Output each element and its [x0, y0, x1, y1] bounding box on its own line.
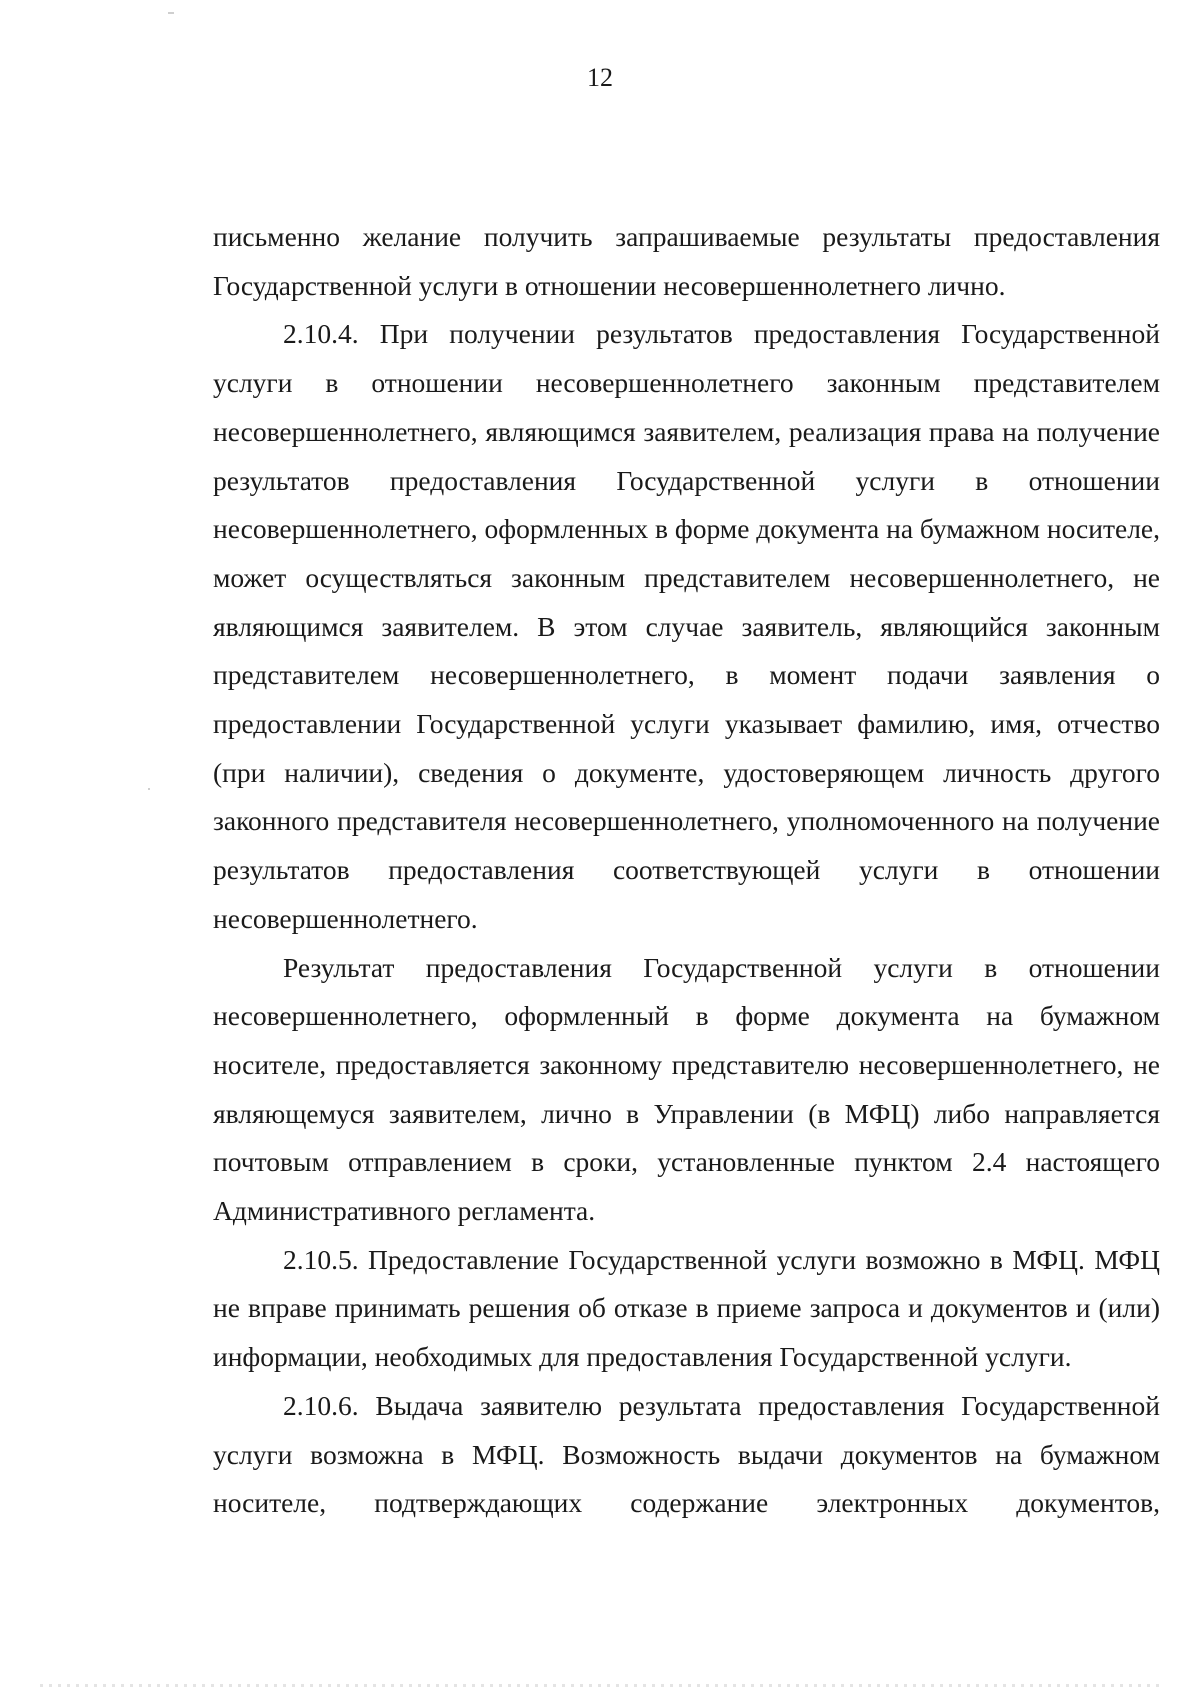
- text-line: услуги в отношении несовершеннолетнего законным представителем: [213, 367, 1160, 399]
- text-line: получение результатов предоставления Государственной услуги в отношении: [213, 415, 1161, 496]
- text-line: несовершеннолетнего, не являющимся заявителем. В этом случае заявитель,: [213, 561, 1161, 642]
- document-body: [213, 213, 1160, 1528]
- paragraph-2-10-5: [213, 1236, 1160, 1382]
- text-line: 2.10.5. Предоставление Государственной услуги возможно в МФЦ.: [283, 1243, 1085, 1275]
- text-line: настоящего Административного регламента.: [213, 1146, 1160, 1227]
- text-line: несовершеннолетнего, уполномоченного на получение результатов: [213, 805, 1160, 886]
- text-line: подачи заявления о предоставлении Государственной услуги указывает: [213, 659, 1161, 740]
- text-line: Результат предоставления Государственной услуги в отношении: [283, 951, 1160, 983]
- text-line: несовершеннолетнего, оформленный в форме документа на бумажном: [213, 1000, 1160, 1032]
- text-line: услуги возможна в МФЦ. Возможность выдачи документов на бумажном: [213, 1438, 1160, 1470]
- text-line: направляется почтовым отправлением в сроки, установленные пунктом 2.4: [213, 1097, 1160, 1178]
- text-line: 2.10.6. Выдача заявителю результата предоставления Государственной: [283, 1389, 1160, 1421]
- text-line: МФЦ не вправе принимать решения об отказе в приеме запроса и документов: [213, 1243, 1160, 1324]
- text-line: не являющемуся заявителем, лично в Управлении (в МФЦ) либо: [213, 1048, 1160, 1129]
- text-line: являющийся законным представителем несовершеннолетнего, в момент: [213, 610, 1161, 691]
- text-line: носителе, подтверждающих содержание электронных документов,: [213, 1487, 1160, 1519]
- text-line: несовершеннолетнего, являющимся заявителем, реализация права на: [213, 415, 1030, 447]
- text-line: носителе, может осуществляться законным представителем: [213, 513, 1161, 593]
- text-line: носителе, предоставляется законному представителю несовершеннолетнего,: [213, 1048, 1124, 1080]
- text-line: предоставления соответствующей услуги в отношении несовершеннолетнего.: [213, 854, 1161, 934]
- scan-artifact: [168, 12, 174, 14]
- text-line: удостоверяющем личность другого законного представителя: [213, 756, 1161, 837]
- text-line: услуги.: [985, 1341, 1072, 1373]
- page-number: 12: [587, 63, 613, 92]
- text-line: Государственной услуги в отношении несовершеннолетнего лично.: [213, 269, 1006, 301]
- paragraph-2-10-4: [213, 310, 1160, 943]
- scan-artifact: [148, 788, 150, 790]
- scan-edge-artifact: [40, 1684, 1160, 1687]
- text-line: несовершеннолетнего, оформленных в форме документа на бумажном: [213, 513, 1041, 545]
- paragraph-result: [213, 944, 1160, 1236]
- paragraph-continuation: [213, 213, 1160, 310]
- paragraph-2-10-6: [213, 1382, 1160, 1528]
- text-line: письменно желание получить запрашиваемые результаты предоставления: [213, 221, 1160, 252]
- text-line: и (или) информации, необходимых для предоставления Государственной: [213, 1292, 1160, 1373]
- text-line: 2.10.4. При получении результатов предоставления Государственной: [283, 318, 1160, 350]
- text-line: фамилию, имя, отчество (при наличии), сведения о документе,: [213, 708, 1160, 788]
